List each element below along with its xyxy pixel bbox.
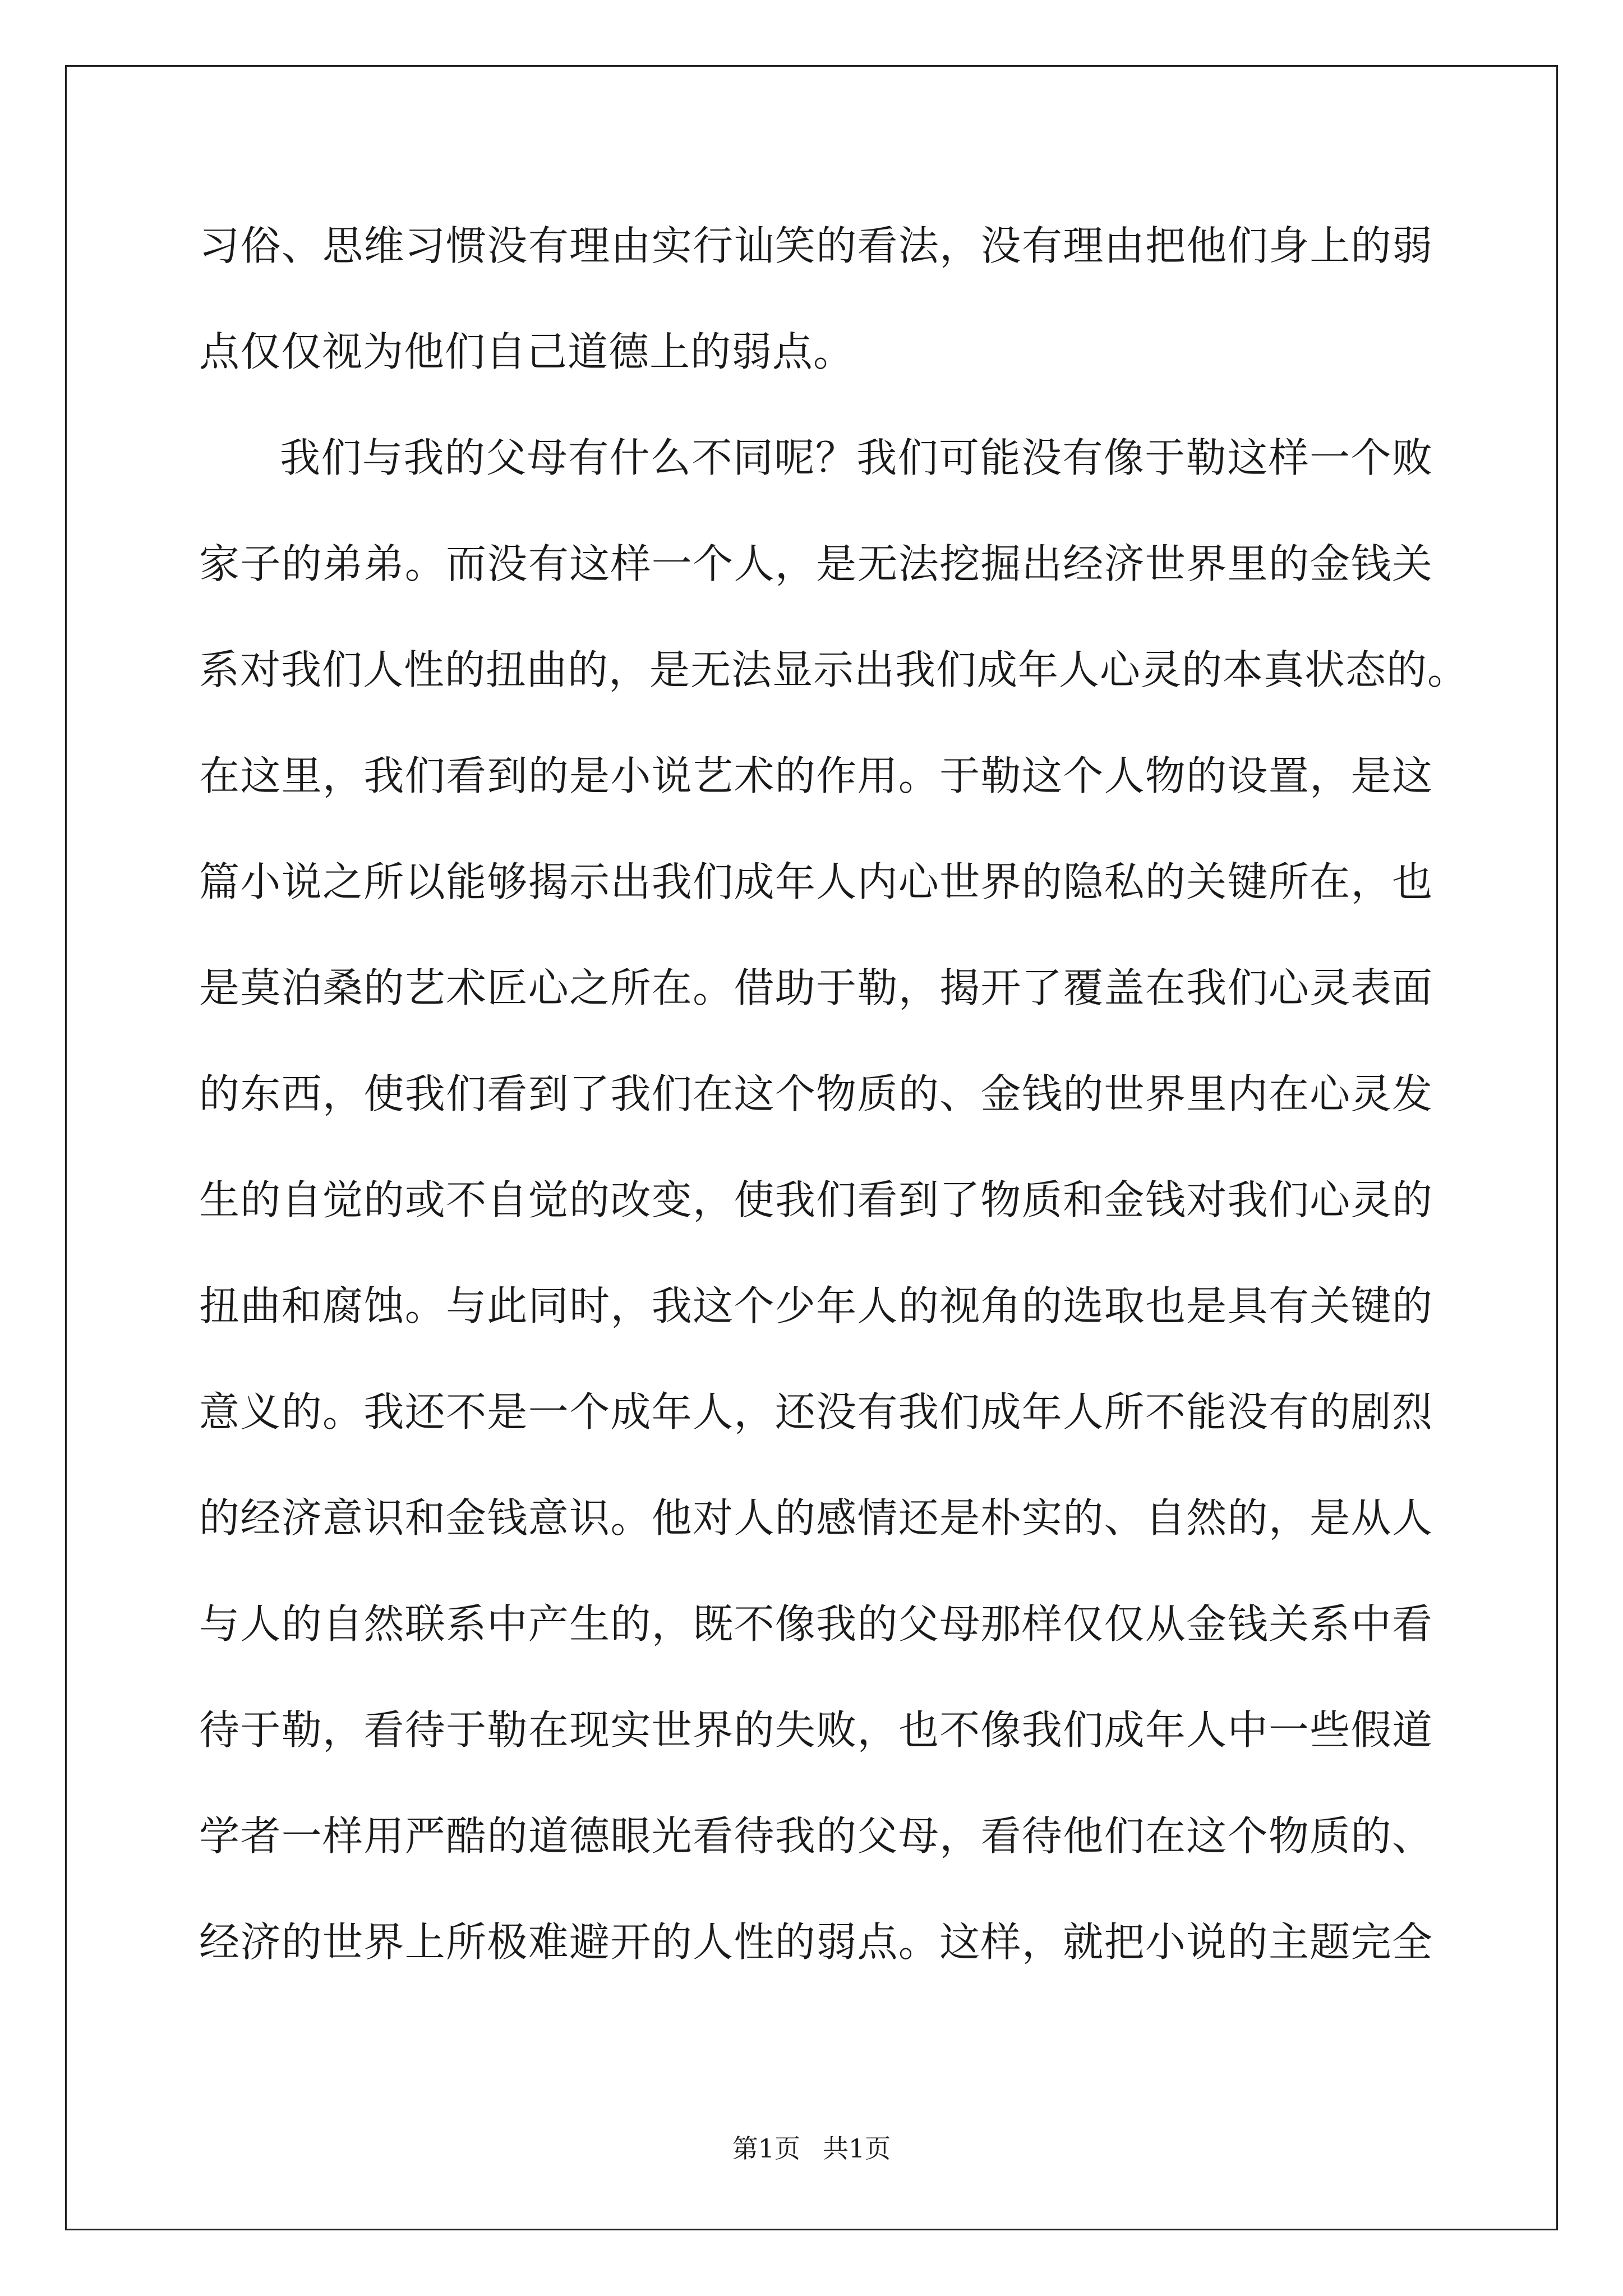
text-line: 的经济意识和金钱意识。他对人的感情还是朴实的、自然的，是从人 [199,1494,1433,1542]
text-line: 是莫泊桑的艺术匠心之所在。借助于勒，揭开了覆盖在我们心灵表面 [199,964,1433,1011]
text-line: 与人的自然联系中产生的，既不像我的父母那样仅仅从金钱关系中看 [199,1600,1433,1648]
page-number: 第1页 [732,2133,800,2164]
page-total: 共1页 [823,2133,891,2164]
text-line: 习俗、思维习惯没有理由实行讪笑的看法，没有理由把他们身上的弱 [199,222,1433,269]
text-line: 的东西，使我们看到了我们在这个物质的、金钱的世界里内在心灵发 [199,1070,1433,1117]
document-body [199,212,1469,2014]
text-line: 我们与我的父母有什么不同呢？我们可能没有像于勒这样一个败 [280,434,1433,481]
text-line: 在这里，我们看到的是小说艺术的作用。于勒这个人物的设置，是这 [199,752,1433,799]
text-line: 系对我们人性的扭曲的，是无法显示出我们成年人心灵的本真状态的。 [199,646,1469,693]
text-line: 篇小说之所以能够揭示出我们成年人内心世界的隐私的关键所在，也 [199,858,1433,905]
text-line: 点仅仅视为他们自己道德上的弱点。 [199,328,855,375]
page-footer [0,2132,1623,2165]
text-line: 家子的弟弟。而没有这样一个人，是无法挖掘出经济世界里的金钱关 [199,540,1433,587]
text-line: 扭曲和腐蚀。与此同时，我这个少年人的视角的选取也是具有关键的 [199,1282,1433,1329]
text-line: 待于勒，看待于勒在现实世界的失败，也不像我们成年人中一些假道 [199,1706,1433,1754]
text-line: 学者一样用严酷的道德眼光看待我的父母，看待他们在这个物质的、 [199,1812,1433,1860]
text-line: 经济的世界上所极难避开的人性的弱点。这样，就把小说的主题完全 [199,1918,1433,1966]
text-line: 生的自觉的或不自觉的改变，使我们看到了物质和金钱对我们心灵的 [199,1176,1433,1223]
text-line: 意义的。我还不是一个成年人，还没有我们成年人所不能没有的剧烈 [199,1388,1433,1435]
